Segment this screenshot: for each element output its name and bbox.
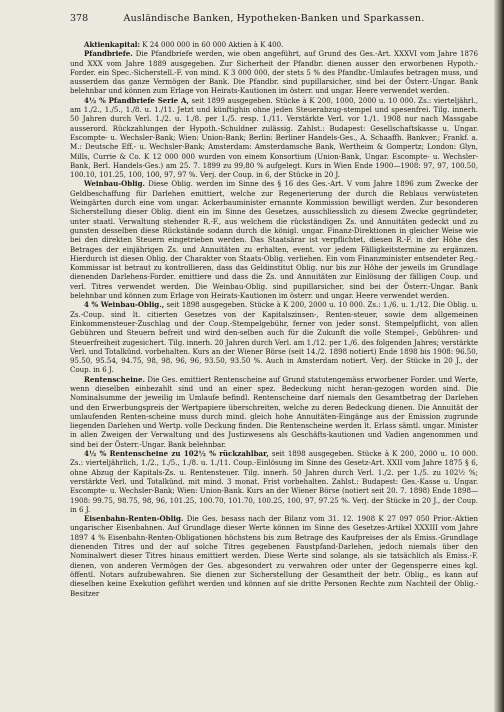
- page-header: [70, 12, 478, 26]
- paragraph-4pct-weinbau-oblig: [70, 300, 478, 374]
- running-title: Ausländische Banken, Hypotheken-Banken und Sparkassen.: [123, 13, 425, 24]
- paragraph-lead: Aktienkapital:: [84, 40, 141, 49]
- paragraph-text: seit 1898 ausgegeben. Stücke à K 200, 2000 u. 10 000. Zs.: 1./6. u. 1./12. Die Oblig. u. Zs.-Coup. sind lt. citierten Gesetzes von der Kapitalszinsen-, Renten-steuer, sowie dem allgemeinen Einkommensteuer-Zuschlag und der Coup.-Stempelgebühr, ferner von jeder sonst. Stempelpflicht, von allen Gebühren und Steuern befreit und wird den-selben auch für die Zukunft die volle Stempel-, Gebühren- und Steuerfreiheit zugesichert. Tilg. innerh. 20 Jahren durch Verl. am 1./12. per 1./6. des folgenden Jahres; verstärkte Verl. und Totalkünd. vorbehalten. Kurs an der Wiener Börse (seit 14./2. 1898 notiert) Ende 1898 bis 1908: 96.50, 95.50, 95.54, 94.75, 98, 98, 96, 96, 93.50, 93.50 %. Auch in Amsterdam notiert. Verj. der Stücke in 20 J., der Coup. in 6 J.: [70, 300, 478, 375]
- paragraph-lead: 4 % Weinbau-Oblig.,: [84, 300, 165, 310]
- paragraph-text: seit 1898 ausgegeben. Stücke à K 200, 2000 u. 10 000. Zs.: vierteljährlich, 1./2., 1./5., 1./8. u. 1./11. Coup.-Einlösung im Sinne des Gesetz-Art. XXII vom Jahre 1875 § 6, ohne Abzug der Kapitals-Zs. u. Rentensteuer. Tilg. innerh. 50 Jahren durch Verl. 1./2. per 1./5. zu 102½ %; verstärkte Verl. und Totalkünd. mit mind. 3 monat. Frist vorbehalten. Zahlst.: Budapest: Ges.-Kasse u. Ungar. Escompte- u. Wechsler-Bank; Wien: Union-Bank. Kurs an der Wiener Börse (notiert seit 20. 7. 1898) Ende 1898—1908: 99.75, 98.75, 98, 96, 101.25, 100.70, 101.70, 100.25, 100, 97, 97.25 %. Verj. der Stücke in 20 J., der Coup. in 6 J.: [70, 449, 478, 514]
- paragraph-text: Die Pfandbriefe werden, wie oben angeführt, auf Grund des Ges.-Art. XXXVI vom Jahre 1876 und XXX vom Jahre 1889 ausgegeben. Zur Sicherheit der Pfandbr. dienen ausser den erworbenen Hypoth.-Forder. ein Spec.-Sicherstell.-F. von mind. K 3 000 000, der stets 5 % des Pfandbr.-Umlaufes betragen muss, und ausserdem das ganze Vermögen der Bank. Die Pfandbr. sind pupillarsicher, sind bei der Österr.-Ungar. Bank belehnbar und können zum Erlage von Heirats-Kautionen im österr. und ungar. Heere verwendet werden.: [70, 49, 478, 96]
- paragraph-lead: 4½ % Pfandbriefe Serie A,: [84, 95, 189, 105]
- paragraph-pfandbriefe: [70, 49, 478, 95]
- paragraph-text: Die Ges. emittiert Rentenscheine auf Grund statutengemäss erworbener Forder. und Werte, wenn dieselben einbezahlt sind und an einer spez. Bedeckung nicht heran-gezogen worden sind. Die Nominalsumme der jeweilig im Umlaufe befindl. Rentenscheine darf niemals den Gesamtbetrag der Darlehen und den Erwerbungspreis der Wertpapiere überschreiten, welche zu deren Bedeckung dienen. Die Annuität der umlaufenden Renten-scheine muss durch mind. gleich hohe Annuitäten-Eingänge aus der Emission zugrunde liegenden Darlehen und Wertp. volle Deckung finden. Die Rentenscheine werden lt. Erlass sämtl. ungar. Minister in allen Zweigen der Verwaltung und des Justizwesens als Geschäfts-kautionen und Vadien angenommen und sind bei der Österr.-Ungar. Bank belehnbar.: [70, 374, 478, 449]
- paragraph-lead: 4½ % Rentenscheine zu 102½ % rückzahlbar,: [84, 449, 269, 459]
- paragraph-rentenscheine: [70, 375, 478, 449]
- page-number: 378: [70, 13, 89, 24]
- paragraph-text: Diese Oblig. werden im Sinne des § 16 des Ges.-Art. V vom Jahre 1896 zum Zwecke der Geldbeschaffung für Darlehen emittiert, welche zur Regenerierung der durch die Reblaus verwüsteten Weingärten durch eine vom ungar. Ackerbauminister ernannte Kommission bewilligt werden. Zur besonderen Sicherstellung dieser Oblig. dient ein im Sinne des Gesetzes, ausschliesslich zu diesem Zwecke gegründeter, unter staatl. Verwaltung stehender R.-F., aus welchem die rückständigen Zs. und Annuitäten gedeckt und zu gunsten desselben diese Rückstände sodann durch die königl. ungar. Finanz-Direktionen in gleicher Weise wie bei den direkten Steuern eingetrieben werden. Das Staatsärar ist verpflichtet, diesen R.-F. in der Höhe des Betrages der einjährigen Zs. und Annuitäten zu erhalten, event. vor jedem Fälligkeitstermine zu ergänzen. Hierdurch ist diesen Oblig. der Charakter von Staats-Oblig. verliehen. Ein vom Finanzminister entsendeter Reg.-Kommissar ist betraut zu kontrollieren, dass das Geldinstitut Oblig. nur bis zur Höhe der jeweils im Grundlage dienenden Darlehens-Forder. emittiere und dass die Zs. und Annuitäten zur Einlösung der fälligen Coup. und verl. Titres verwendet werden. Die Weinbau-Oblig. sind pupillarsicher, sind bei der Österr.-Ungar. Bank belehnbar und können zum Erlage von Heirats-Kautionen im österr. und ungar. Heere verwendet werden.: [70, 179, 478, 301]
- paragraph-weinbau-oblig: [70, 179, 478, 300]
- paragraph-lead: Weinbau-Oblig.: [84, 179, 145, 189]
- paragraph-text: Die Ges. besass nach der Bilanz vom 31. 12. 1908 K 27 097 050 Prior.-Aktien ungarischer Eisenbahnen. Auf Grundlage dieser Werte können im Sinne des Gesetzes-Artikel XXXIII vom Jahre 1897 4 % Eisenbahn-Renten-Obligationen höchstens bis zum Betrage des Kaufpreises der als Emiss.-Grundlage dienenden Titres und der auf solche Titres gegebenen Faustpfand-Darlehen, jedoch niemals über den Nominalwert dieser Titres hinaus emittiert werden. Diese Werte sind solange, als sie tatsächlich als Emiss.-F. dienen, von anderen Vermögen der Ges. abgesondert zu verwahren oder unter der Gegensperre eines kgl. öffentl. Notars aufzubewahren. Sie dienen zur Sicherstellung der Gesamtheit der betr. Oblig., es kann auf dieselben keine Exekution geführt werden und können auf sie dritte Personen Rechte zum Nachteil der Oblig.-Besitzer: [70, 514, 478, 598]
- paragraph-lead: Eisenbahn-Renten-Oblig.: [84, 514, 184, 524]
- page-edge-shadow: [494, 0, 504, 712]
- paragraph-text: seit 1899 ausgegeben. Stücke à K 200, 1000, 2000 u. 10 000. Zs.: vierteljährl., am 1./2., 1./5., 1./8. u. 1./11. Jetzt und künftighin ohne jeden Steuerabzug-stempel und spesenfrei. Tilg. innerh. 50 Jahren durch Verl. 1./2. u. 1./8. per 1./5. resp. 1./11. Verstärkte Verl. vor 1./1. 1908 nur nach Massgabe ausserord. Rückzahlungen der Hypoth.-Schuldner zulässig. Zahlst.: Budapest: Gesellschaftskasse u. Ungar. Escompte- u. Wechsler-Bank; Wien: Union-Bank; Berlin: Berliner Handels-Ges., A. Schaaffh. Bankver.; Frankf. a. M.: Deutsche Eff.- u. Wechsler-Bank; Amsterdam: Amsterdamsche Bank, Wertheim & Gompertz; London: Glyn, Mills, Currie & Co. K 12 000 000 wurden von einem Konsortium (Union-Bank, Ungar. Escompte- u. Wechsler-Bank, Berl. Handels-Ges.) am 25. 7. 1899 zu 99,80 % aufgelegt. Kurs in Wien Ende 1900—1908: 97, 97, 100.50, 100.10, 101.25, 100, 100, 97, 97 %. Verj. der Coup. in 6, der Stücke in 20 J.: [70, 95, 478, 180]
- paragraph-lead: Rentenscheine.: [84, 374, 145, 384]
- paragraph-pfandbriefe-serie-a: [70, 96, 478, 180]
- paragraph-share-capital: [70, 40, 478, 49]
- paragraph-eisenbahn-renten-oblig: [70, 514, 478, 598]
- paragraph-rentenscheine-102: [70, 449, 478, 514]
- paragraph-text: K 24 000 000 in 60 000 Aktien à K 400.: [140, 40, 284, 49]
- page-body: [70, 40, 478, 705]
- paragraph-lead: Pfandbriefe.: [84, 49, 133, 59]
